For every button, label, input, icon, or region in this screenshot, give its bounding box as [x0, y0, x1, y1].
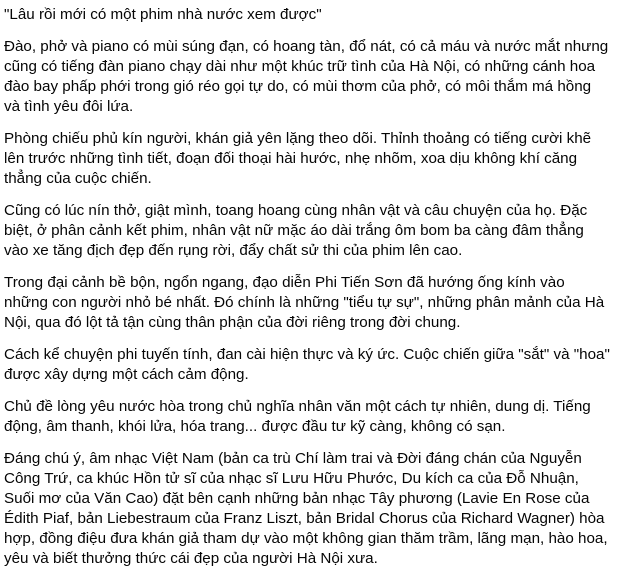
post-paragraph: Chủ đề lòng yêu nước hòa trong chủ nghĩa nhân văn một cách tự nhiên, dung dị. Tiếng động, âm thanh, khói lửa, hóa trang... được đầu tư kỹ càng, không có sạn. — [4, 398, 591, 435]
post-paragraph: Cũng có lúc nín thở, giật mình, toang hoang cùng nhân vật và câu chuyện của họ. Đặc biệt, ở phân cảnh kết phim, nhân vật nữ mặc áo dài trắng ôm bom ba càng đâm thẳng vào xe tăng địch đẹp đến rụng rời, đẩy chất sử thi của phim lên cao. — [4, 202, 588, 259]
post-paragraph: Phòng chiếu phủ kín người, khán giả yên lặng theo dõi. Thỉnh thoảng có tiếng cười khẽ lên trước những tình tiết, đoạn đối thoại hài hước, nhẹ nhõm, xoa dịu không khí căng thẳng của cuộc chiến. — [4, 130, 592, 187]
post-paragraph: Cách kể chuyện phi tuyến tính, đan cài hiện thực và ký ức. Cuộc chiến giữa "sắt" và "hoa" được xây dựng một cách cảm động. — [4, 346, 610, 383]
post-quote-title: "Lâu rồi mới có một phim nhà nước xem được" — [4, 6, 322, 23]
post-paragraph: Đáng chú ý, âm nhạc Việt Nam (bản ca trù Chí làm trai và Đời đáng chán của Nguyễn Công Trứ, ca khúc Hồn tử sĩ của nhạc sĩ Lưu Hữu Phước, Du kích ca của Đỗ Nhuận, Suối mơ của Văn Cao) đặt bên cạnh những bản nhạc Tây phương (Lavie En Rose của Édith Piaf, bản Liebestraum của Franz Liszt, bản Bridal Chorus của Richard Wagner) hòa hợp, đồng điệu đưa khán giả tham dự vào một không gian thăm trầm, lãng mạn, hào hoa, yêu và biết thưởng thức cái đẹp của người Hà Nội xưa. — [4, 450, 608, 567]
post-paragraph: Trong đại cảnh bề bộn, ngổn ngang, đạo diễn Phi Tiến Sơn đã hướng ống kính vào những con người nhỏ bé nhất. Đó chính là những "tiểu tự sự", những phân mảnh của Hà Nội, qua đó lột tả tận cùng thân phận của đời riêng trong đời chung. — [4, 274, 605, 331]
post-body — [4, 5, 610, 569]
post-paragraph: Đào, phở và piano có mùi súng đạn, có hoang tàn, đổ nát, có cả máu và nước mắt nhưng cũng có tiếng đàn piano chạy dài như một khúc trữ tình của Hà Nội, có những cánh hoa đào bay phấp phới trong gió réo gọi tự do, có mùi thơm của phở, có môi thắm má hồng và tình yêu đôi lứa. — [4, 38, 609, 115]
